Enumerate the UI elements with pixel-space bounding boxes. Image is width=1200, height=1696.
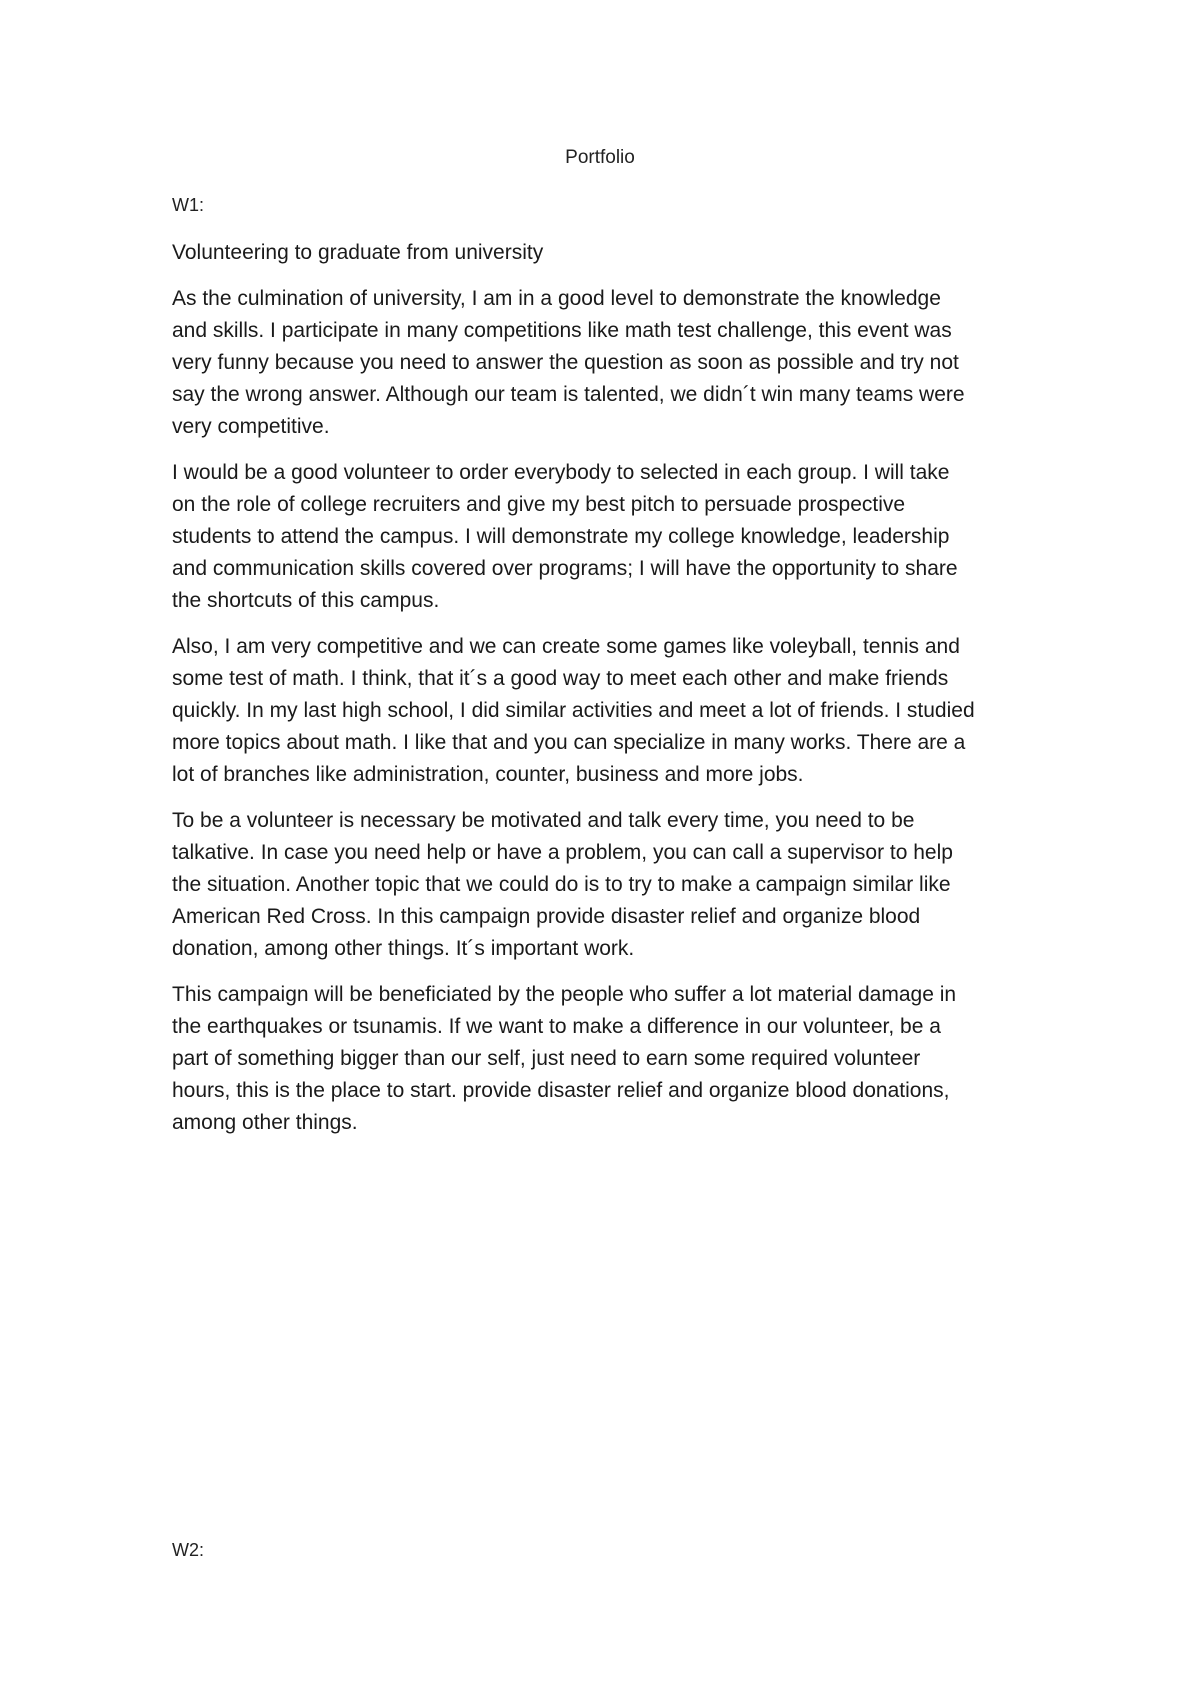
paragraph-4 <box>172 805 1042 965</box>
text-line: Also, I am very competitive and we can create some games like voleyball, tennis and <box>172 635 960 658</box>
paragraph-2 <box>172 457 1042 617</box>
text-line: among other things. <box>172 1111 358 1134</box>
text-line: on the role of college recruiters and give my best pitch to persuade prospective <box>172 493 906 516</box>
text-line: part of something bigger than our self, just need to earn some required volunteer <box>172 1047 921 1070</box>
paragraph-3 <box>172 631 1042 791</box>
text-line: some test of math. I think, that it´s a good way to meet each other and make friends <box>172 667 949 690</box>
document-body <box>172 237 1042 1153</box>
paragraph-5 <box>172 979 1042 1139</box>
paragraph-1 <box>172 283 1042 443</box>
section-label-w1: W1: <box>172 195 205 215</box>
text-line: say the wrong answer. Although our team is talented, we didn´t win many teams were <box>172 383 965 406</box>
text-line: the earthquakes or tsunamis. If we want to make a difference in our volunteer, be a <box>172 1015 941 1038</box>
text-line: the shortcuts of this campus. <box>172 589 440 612</box>
text-line: very competitive. <box>172 415 330 438</box>
text-line: quickly. In my last high school, I did similar activities and meet a lot of friends. I studied <box>172 699 975 722</box>
text-line: talkative. In case you need help or have a problem, you can call a supervisor to help <box>172 841 953 864</box>
document-title: Portfolio <box>565 147 635 168</box>
text-line: students to attend the campus. I will demonstrate my college knowledge, leadership <box>172 525 950 548</box>
text-line: To be a volunteer is necessary be motivated and talk every time, you need to be <box>172 809 915 832</box>
text-line: donation, among other things. It´s important work. <box>172 937 635 960</box>
text-line: more topics about math. I like that and you can specialize in many works. There are a <box>172 731 966 754</box>
text-line: very funny because you need to answer the question as soon as possible and try not <box>172 351 959 374</box>
text-line: I would be a good volunteer to order everybody to selected in each group. I will take <box>172 461 950 484</box>
text-line: hours, this is the place to start. provide disaster relief and organize blood donations, <box>172 1079 950 1102</box>
essay-heading: Volunteering to graduate from university <box>172 241 544 264</box>
text-line: and communication skills covered over programs; I will have the opportunity to share <box>172 557 958 580</box>
text-line: and skills. I participate in many competitions like math test challenge, this event was <box>172 319 952 342</box>
text-line: This campaign will be beneficiated by the people who suffer a lot material damage in <box>172 983 957 1006</box>
text-line: American Red Cross. In this campaign provide disaster relief and organize blood <box>172 905 921 928</box>
text-line: As the culmination of university, I am in a good level to demonstrate the knowledge <box>172 287 941 310</box>
section-label-w2: W2: <box>172 1540 205 1560</box>
text-line: lot of branches like administration, counter, business and more jobs. <box>172 763 804 786</box>
text-line: the situation. Another topic that we could do is to try to make a campaign similar like <box>172 873 951 896</box>
